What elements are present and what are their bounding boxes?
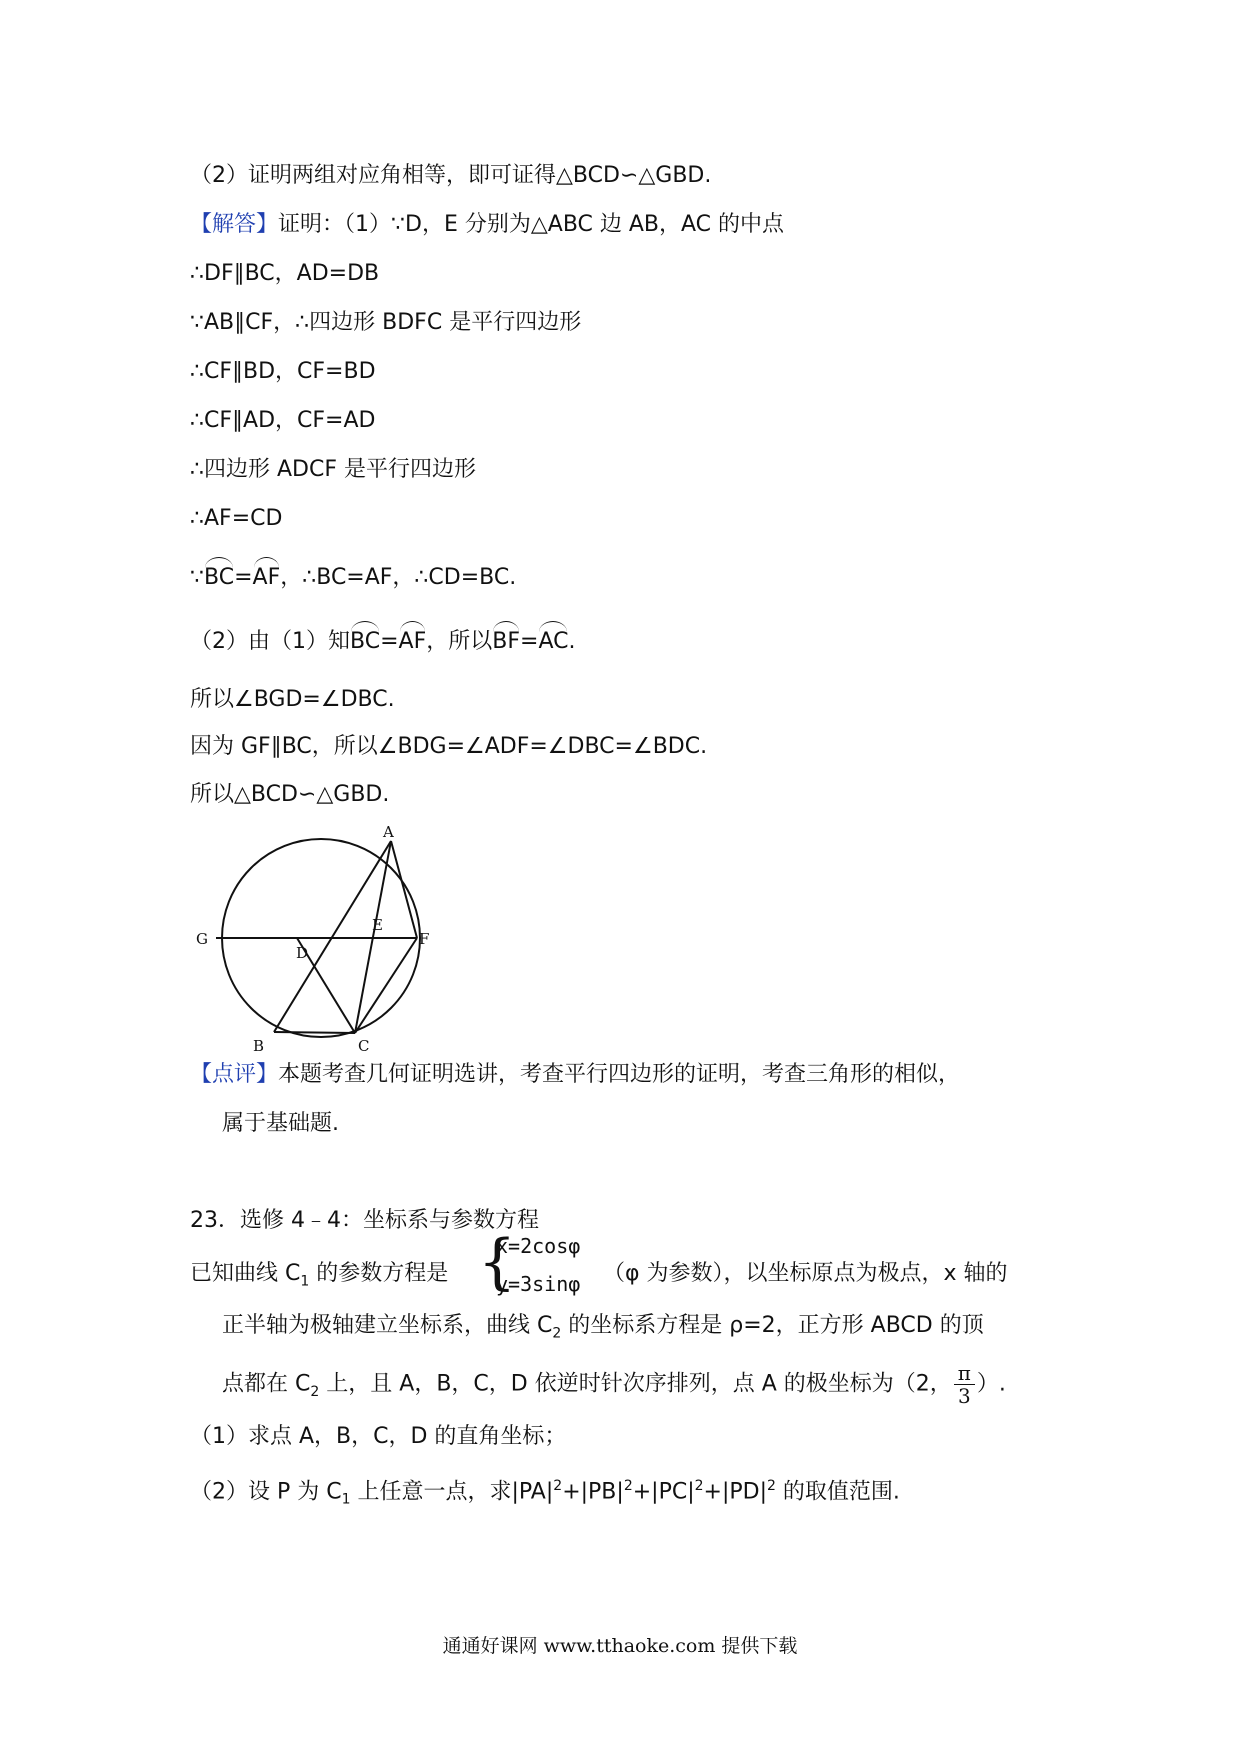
arc-af: AF bbox=[399, 627, 427, 657]
solution-line-7: ∴AF=CD bbox=[190, 506, 283, 531]
point-label-a: A bbox=[383, 825, 394, 841]
arc-bc: BC bbox=[204, 563, 234, 593]
question-23-line-1-tail: （φ 为参数），以坐标原点为极点，x 轴的 bbox=[603, 1261, 1008, 1286]
point-label-d: D bbox=[296, 944, 309, 962]
equation-y: y=3sinφ bbox=[496, 1272, 581, 1296]
solution-line-9: （2）由（1）知BC=AF，所以BF=AC. bbox=[190, 627, 575, 657]
analysis-line-2: （2）证明两组对应角相等，即可证得△BCD∽△GBD. bbox=[190, 163, 712, 188]
point-label-c: C bbox=[358, 1037, 370, 1055]
comment-line-1: 【点评】本题考查几何证明选讲，考查平行四边形的证明，考查三角形的相似， bbox=[190, 1062, 961, 1087]
solution-line-3: ∵AB∥CF，∴四边形 BDFC 是平行四边形 bbox=[190, 310, 582, 335]
arc-bc: BC bbox=[350, 627, 380, 657]
solution-line-11: 因为 GF∥BC，所以∠BDG=∠ADF=∠DBC=∠BDC. bbox=[190, 734, 708, 759]
comment-line-2: 属于基础题. bbox=[222, 1111, 339, 1136]
question-23-part-1: （1）求点 A，B，C，D 的直角坐标； bbox=[190, 1424, 567, 1449]
solution-line-4: ∴CF∥BD，CF=BD bbox=[190, 359, 376, 384]
solution-line-10: 所以∠BGD=∠DBC. bbox=[190, 687, 395, 712]
brace-icon: { bbox=[478, 1227, 517, 1297]
question-23-line-3: 点都在 $C_2$ 上，且 A，B，C，D 依逆时针次序排列，点 A 的极坐标为（2， $\frac{\pi}{3}$ ）. bbox=[222, 1361, 1006, 1408]
solution-line-6: ∴四边形 ADCF 是平行四边形 bbox=[190, 457, 476, 482]
point-label-g: G bbox=[196, 930, 208, 948]
arc-bf: BF bbox=[492, 627, 520, 657]
solution-line-5: ∴CF∥AD，CF=AD bbox=[190, 408, 376, 433]
question-23-title: 23．选修 4﹣4：坐标系与参数方程 bbox=[190, 1208, 539, 1233]
point-label-b: B bbox=[253, 1037, 265, 1055]
solution-line-1: 【解答】证明：（1）∵D，E 分别为△ABC 边 AB，AC 的中点 bbox=[190, 212, 785, 237]
arc-ac: AC bbox=[538, 627, 568, 657]
arc-af: AF bbox=[253, 563, 281, 593]
point-label-f: F bbox=[419, 930, 430, 948]
question-23-line-1: 已知曲线 $C_1$ 的参数方程是 bbox=[190, 1261, 449, 1290]
question-23-line-2: 正半轴为极轴建立坐标系，曲线 $C_2$ 的坐标系方程是 ρ=2，正方形 ABCD 的顶 bbox=[222, 1313, 984, 1342]
parametric-equation-system bbox=[478, 1227, 598, 1306]
point-label-e: E bbox=[372, 916, 383, 934]
solution-line-2: ∴DF∥BC，AD=DB bbox=[190, 261, 380, 286]
equation-x: x=2cosφ bbox=[496, 1234, 581, 1258]
solution-line-8: ∵BC=AF，∴BC=AF，∴CD=BC. bbox=[190, 563, 516, 593]
solution-tag: 【解答】 bbox=[190, 212, 279, 237]
fraction-pi-over-3: $\frac{\pi}{3}$ bbox=[954, 1362, 975, 1407]
page-footer: 通通好课网 www.tthaoke.com 提供下载 bbox=[442, 1635, 798, 1657]
solution-line-12: 所以△BCD∽△GBD. bbox=[190, 782, 390, 807]
question-23-part-2: （2）设 P 为 $C_1$ 上任意一点，求$|PA|^2+|PB|^2+|PC|^2+|PD|^2$ 的取值范围. bbox=[190, 1478, 900, 1508]
circle-geometry-figure bbox=[190, 825, 440, 1055]
comment-tag: 【点评】 bbox=[190, 1062, 279, 1087]
